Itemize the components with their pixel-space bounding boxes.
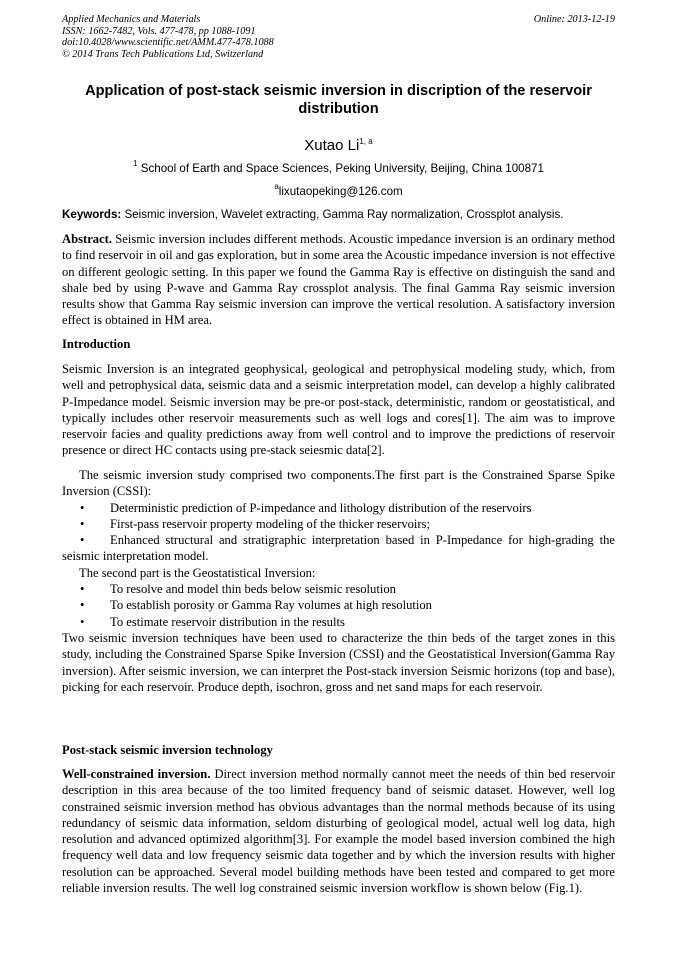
keywords bbox=[62, 208, 615, 222]
affiliation-text: School of Earth and Space Sciences, Peking University, Beijing, China 100871 bbox=[140, 162, 544, 175]
bullet-icon: • bbox=[80, 516, 85, 531]
introduction-paragraph-3: The second part is the Geostatistical Inversion: bbox=[79, 565, 316, 580]
introduction-paragraph-2: The seismic inversion study comprised two components.The first part is the Constrained Sparse Spike Inversion (CSSI): bbox=[62, 468, 615, 499]
author-name: Xutao Li bbox=[304, 137, 360, 154]
abstract-label: Abstract. bbox=[62, 232, 113, 246]
introduction-body bbox=[62, 467, 615, 695]
online-date: Online: 2013-12-19 bbox=[533, 14, 615, 25]
bullet-icon: • bbox=[80, 582, 85, 597]
author-sup: 1, a bbox=[359, 137, 373, 146]
post-stack-heading: Post-stack seismic inversion technology bbox=[62, 743, 273, 757]
list-item: • Deterministic prediction of P-impedance and lithology distribution of the reservoirs bbox=[80, 500, 532, 515]
list-item: • To establish porosity or Gamma Ray volumes at high resolution bbox=[80, 598, 432, 613]
well-constrained-text: Direct inversion method normally cannot meet the needs of thin bed reservoir description in this area because of the too limited frequency band of seismic dataset. However, well log constrained seismic inversion method has obvious advantages than the normal methods because of its using redundancy of seismic data information, seldom disturbing of geological model, actual well log data, high resolution and advanced optimized algorithm[3]. For example the model based inversion combined the high frequency well data and low frequency seismic data together and by which the inversion results with higher resolution can be approached. Several model building methods have been tested and compared to get more reliable inversion results. The well log constrained seismic inversion workflow is shown below (Fig.1). bbox=[62, 767, 615, 896]
copyright-line: © 2014 Trans Tech Publications Ltd, Switzerland bbox=[62, 48, 264, 60]
journal-name: Applied Mechanics and Materials bbox=[62, 14, 201, 25]
list-item: • First-pass reservoir property modeling of the thicker reservoirs; bbox=[80, 516, 431, 531]
abstract bbox=[62, 231, 615, 329]
well-constrained-paragraph bbox=[62, 766, 615, 896]
bullet-icon: • bbox=[80, 500, 85, 515]
introduction-heading: Introduction bbox=[62, 337, 131, 351]
list-item: • To resolve and model thin beds below seismic resolution bbox=[80, 582, 396, 597]
introduction-paragraph-1: Seismic Inversion is an integrated geophysical, geological and petrophysical modeling study, which, from well and petrophysical data, seismic data and a seismic interpretation model, can develop a highly calibrated P-Impedance model. Seismic inversion may be pre-or post-stack, deterministic, random or geostatistical, and typically includes other reservoir measurements such as well logs and cores[1]. The aim was to improve reservoir facies and quality predictions away from well control and to improve the predictions of reservoir presence or direct HC contacts using pre-stack seiesmic data[2]. bbox=[62, 362, 615, 458]
keywords-label: Keywords: bbox=[62, 208, 122, 221]
issn-line: ISSN: 1662-7482, Vols. 477-478, pp 1088-1091 bbox=[62, 25, 256, 37]
paper-title: Application of post-stack seismic inversion in discription of the reservoir distribution bbox=[85, 83, 592, 117]
affiliation bbox=[62, 157, 615, 176]
bullet-icon: • bbox=[80, 614, 85, 629]
affiliation-sup: 1 bbox=[133, 159, 138, 168]
abstract-text: Seismic inversion includes different methods. Acoustic impedance inversion is an ordinary method to find reservoir in oil and gas exploration, but in some area the Acoustic impedance inversion is not effective on different geologic setting. In this paper we found the Gamma Ray is effective on distinguish the sand and shale bed by using P-wave and Gamma Ray crossplot analysis. The final Gamma Ray seismic inversion results show that Gamma Ray seismic inversion can improve the vertical resolution. A satisfactory inversion effect is obtained in HM area. bbox=[62, 232, 615, 328]
bullet-icon: • bbox=[80, 533, 85, 548]
keywords-text: Seismic inversion, Wavelet extracting, Gamma Ray normalization, Crossplot analysis. bbox=[121, 208, 564, 221]
list-item: • Enhanced structural and stratigraphic interpretation based in P-Impedance for high-grading the seismic interpretation model. bbox=[62, 533, 615, 564]
well-constrained-label: Well-constrained inversion. bbox=[62, 767, 211, 781]
email-address[interactable]: lixutaopeking@126.com bbox=[278, 185, 403, 198]
doi-line: doi:10.4028/www.scientific.net/AMM.477-478.1088 bbox=[62, 37, 274, 48]
list-item: • To estimate reservoir distribution in the results bbox=[80, 614, 345, 629]
bullet-icon: • bbox=[80, 598, 85, 613]
introduction-paragraph-4: Two seismic inversion techniques have been used to characterize the thin beds of the target zones in this study, including the Constrained Sparse Spike Inversion (CSSI) and the Geostatistical Inversion(Gamma Ray inversion). After seismic inversion, we can interpret the Post-stack inversion Seismic horizons (top and base), picking for each reservoir. Produce depth, isochron, gross and net sand maps for each reservoir. bbox=[62, 630, 615, 694]
journal-header bbox=[62, 14, 615, 60]
email-line bbox=[62, 180, 615, 199]
email-sup: a bbox=[274, 182, 279, 191]
author-line bbox=[62, 133, 615, 155]
